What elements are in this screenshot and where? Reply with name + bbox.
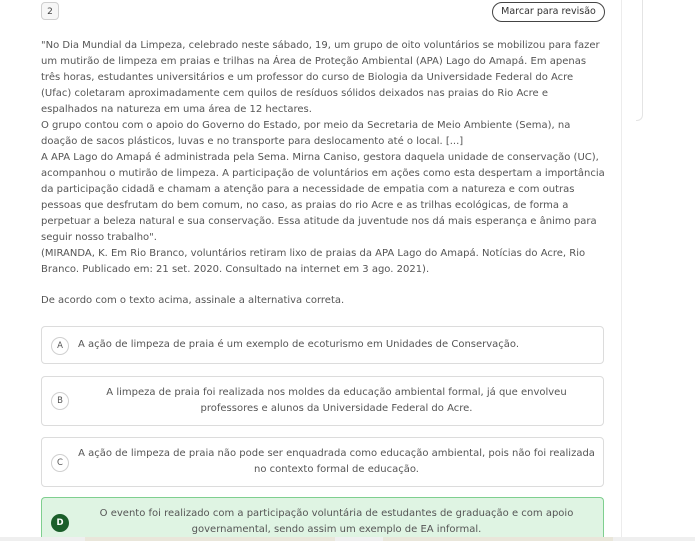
option-text: A ação de limpeza de praia não pode ser enquadrada como educação ambiental, pois não foi realizada no contexto formal de educação. xyxy=(78,448,595,475)
bottom-bar-segment xyxy=(85,537,335,541)
option-letter-badge: C xyxy=(51,454,69,472)
bottom-bar-segment xyxy=(383,537,613,541)
option-b[interactable] xyxy=(41,376,604,426)
question-passage xyxy=(41,38,606,278)
bottom-scroll-bar xyxy=(0,537,695,541)
right-side-area xyxy=(621,0,695,541)
option-text: A ação de limpeza de praia é um exemplo de ecoturismo em Unidades de Conservação. xyxy=(78,339,520,350)
option-letter-badge: A xyxy=(51,337,69,355)
option-text: O evento foi realizado com a participação voluntária de estudantes de graduação e com apoio governamental, sendo assim um exemplo de EA informal. xyxy=(99,508,574,535)
passage-citation: (MIRANDA, K. Em Rio Branco, voluntários retiram lixo de praias da APA Lago do Amapá. Notícias do Acre, Rio Branco. Publicado em: 21 set. 2020. Consultado na internet em 3 ago. 2021). xyxy=(41,248,586,275)
option-text: A limpeza de praia foi realizada nos moldes da educação ambiental formal, já que envolveu professores e alunos da Universidade Federal do Acre. xyxy=(106,387,567,414)
option-d-selected[interactable] xyxy=(41,497,604,541)
option-a[interactable] xyxy=(41,326,604,364)
passage-paragraph: O grupo contou com o apoio do Governo do Estado, por meio da Secretaria de Meio Ambiente (Sema), na doação de sacos plásticos, luvas e no transporte para deslocamento até o local. [...] xyxy=(41,120,571,147)
question-number-badge: 2 xyxy=(41,2,59,20)
option-c[interactable] xyxy=(41,437,604,487)
option-letter-badge: B xyxy=(51,392,69,410)
passage-paragraph: A APA Lago do Amapá é administrada pela Sema. Mirna Caniso, gestora daquela unidade de conservação (UC), acompanhou o mutirão de limpeza. A participação de voluntários em ações como esta despertam a importância da participação cidadã e chamam a atenção para a necessidade de empatia com a natureza e com outras pessoas que desfrutam do bem comum, no caso, as praias do rio Acre e as trilhas ecológicas, de forma a perpetuar a beleza natural e sua conservação. Essa atitude da juventude nos dá mais esperança e ânimo para seguir nosso trabalho". xyxy=(41,152,605,243)
passage-paragraph: "No Dia Mundial da Limpeza, celebrado neste sábado, 19, um grupo de oito voluntários se mobilizou para fazer um mutirão de limpeza em praias e trilhas na Área de Proteção Ambiental (APA) Lago do Amapá. Em apenas três horas, estudantes universitários e um professor do curso de Biologia da Universidade Federal do Acre (Ufac) coletaram aproximadamente cem quilos de resíduos sólidos deixados nas praias do Rio Acre e espalhados na natureza em uma área de 12 hectares. xyxy=(41,40,600,115)
side-panel-edge xyxy=(636,0,643,121)
mark-for-review-button[interactable]: Marcar para revisão xyxy=(492,2,605,22)
question-prompt: De acordo com o texto acima, assinale a alternativa correta. xyxy=(41,295,345,306)
option-letter-badge: D xyxy=(51,514,69,532)
